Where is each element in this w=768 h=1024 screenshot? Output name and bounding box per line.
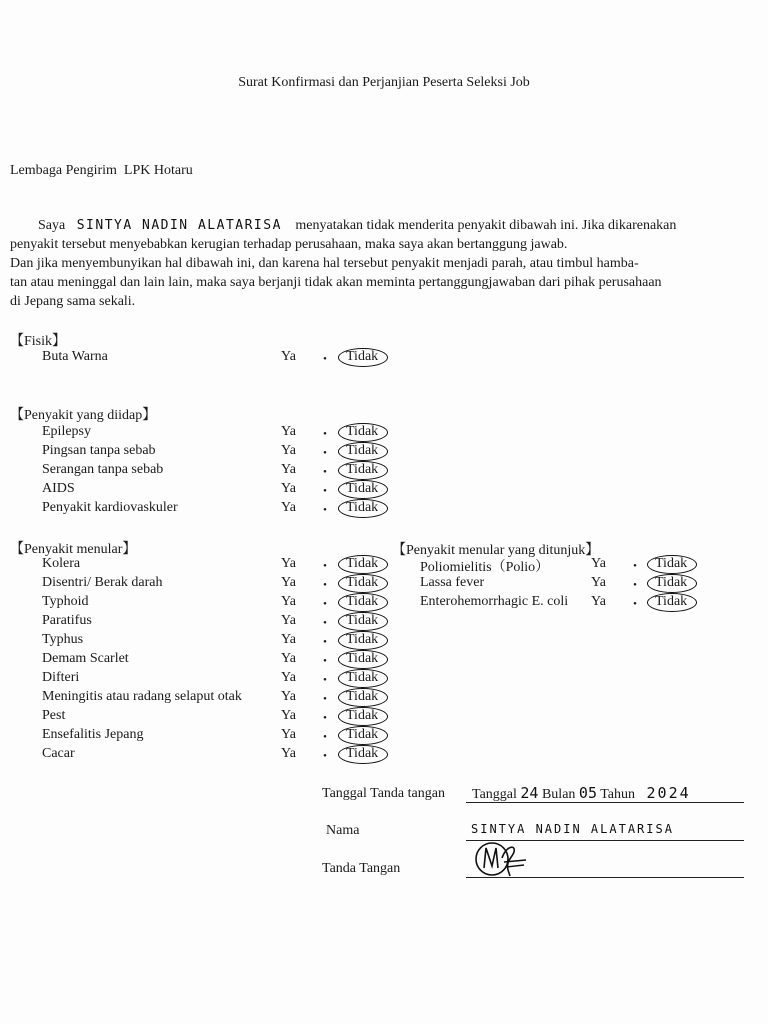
- tidak-circle-mark: [647, 555, 697, 574]
- statement-line-5: di Jepang sama sekali.: [10, 294, 136, 309]
- option-tidak: Tidak: [655, 575, 688, 590]
- disease-name: AIDS: [42, 481, 75, 496]
- option-separator: ・: [318, 731, 332, 746]
- disease-name: Pingsan tanpa sebab: [42, 443, 156, 458]
- option-tidak: Tidak: [346, 462, 379, 477]
- option-separator: ・: [318, 598, 332, 613]
- option-tidak: Tidak: [346, 594, 379, 609]
- tahun-label: Tahun: [600, 787, 636, 802]
- option-separator: ・: [318, 579, 332, 594]
- signature-underline: [466, 877, 744, 878]
- option-ya: Ya: [281, 424, 296, 439]
- option-separator: ・: [628, 560, 642, 575]
- section-title-ditunjuk: 【Penyakit menular yang ditunjuk】: [392, 543, 600, 558]
- section-title-diidap: 【Penyakit yang diidap】: [10, 408, 157, 423]
- tidak-circle-mark: [338, 650, 388, 669]
- option-tidak: Tidak: [346, 689, 379, 704]
- option-separator: ・: [318, 560, 332, 575]
- signature-name-value: SINTYA NADIN ALATARISA: [471, 822, 674, 836]
- option-ya: Ya: [281, 651, 296, 666]
- tidak-circle-mark: [338, 442, 388, 461]
- option-tidak: Tidak: [346, 349, 379, 364]
- option-separator: ・: [318, 693, 332, 708]
- disease-name: Disentri/ Berak darah: [42, 575, 163, 590]
- option-ya: Ya: [591, 594, 606, 609]
- tidak-circle-mark: [338, 480, 388, 499]
- option-tidak: Tidak: [346, 443, 379, 458]
- disease-name: Typhus: [42, 632, 84, 647]
- option-ya: Ya: [281, 708, 296, 723]
- statement-line-3: Dan jika menyembunyikan hal dibawah ini, dan karena hal tersebut penyakit menjadi parah, atau timbul hamba-: [10, 256, 639, 271]
- option-tidak: Tidak: [346, 708, 379, 723]
- option-ya: Ya: [281, 500, 296, 515]
- disease-name: Epilepsy: [42, 424, 91, 439]
- option-tidak: Tidak: [346, 481, 379, 496]
- option-tidak: Tidak: [346, 575, 379, 590]
- tidak-circle-mark: [338, 593, 388, 612]
- option-separator: ・: [318, 636, 332, 651]
- option-separator: ・: [318, 353, 332, 368]
- sender-row: [10, 161, 193, 180]
- disease-name: Ensefalitis Jepang: [42, 727, 144, 742]
- option-tidak: Tidak: [346, 727, 379, 742]
- tidak-circle-mark: [647, 593, 697, 612]
- statement-line-2: penyakit tersebut menyebabkan kerugian terhadap perusahaan, maka saya akan bertanggung jawab.: [10, 237, 568, 252]
- option-ya: Ya: [591, 575, 606, 590]
- option-separator: ・: [628, 579, 642, 594]
- sender-value: LPK Hotaru: [123, 163, 193, 178]
- option-separator: ・: [318, 447, 332, 462]
- option-tidak: Tidak: [655, 556, 688, 571]
- option-tidak: Tidak: [346, 424, 379, 439]
- option-tidak: Tidak: [346, 632, 379, 647]
- tidak-circle-mark: [338, 461, 388, 480]
- disease-name: Lassa fever: [420, 575, 485, 590]
- statement-line-4: tan atau meninggal dan lain lain, maka saya berjanji tidak akan meminta pertanggungjawaban dari pihak perusahaan: [10, 275, 662, 290]
- option-separator: ・: [318, 712, 332, 727]
- option-separator: ・: [318, 504, 332, 519]
- option-tidak: Tidak: [346, 500, 379, 515]
- disease-name: Serangan tanpa sebab: [42, 462, 164, 477]
- option-ya: Ya: [281, 594, 296, 609]
- option-ya: Ya: [281, 349, 296, 364]
- option-ya: Ya: [281, 462, 296, 477]
- option-ya: Ya: [281, 481, 296, 496]
- tidak-circle-mark: [338, 499, 388, 518]
- option-separator: ・: [318, 655, 332, 670]
- date-underline: [466, 802, 744, 803]
- option-tidak: Tidak: [346, 556, 379, 571]
- disease-name: Kolera: [42, 556, 81, 571]
- tidak-circle-mark: [647, 574, 697, 593]
- disease-name: Demam Scarlet: [42, 651, 129, 666]
- disease-name: Pest: [42, 708, 66, 723]
- tidak-circle-mark: [338, 726, 388, 745]
- option-ya: Ya: [281, 746, 296, 761]
- date-year: 2024: [646, 784, 691, 802]
- option-tidak: Tidak: [346, 651, 379, 666]
- tidak-circle-mark: [338, 688, 388, 707]
- date-label: Tanggal Tanda tangan: [322, 786, 445, 801]
- tidak-circle-mark: [338, 574, 388, 593]
- disease-name: Buta Warna: [42, 349, 108, 364]
- option-ya: Ya: [281, 727, 296, 742]
- document-title: Surat Konfirmasi dan Perjanjian Peserta Seleksi Job: [238, 75, 530, 90]
- tidak-circle-mark: [338, 423, 388, 442]
- option-tidak: Tidak: [346, 670, 379, 685]
- option-separator: ・: [318, 428, 332, 443]
- statement-prefix: Saya: [38, 218, 66, 233]
- tidak-circle-mark: [338, 612, 388, 631]
- handwritten-signature: [472, 838, 532, 880]
- option-ya: Ya: [281, 443, 296, 458]
- option-separator: ・: [318, 466, 332, 481]
- disease-name: Typhoid: [42, 594, 89, 609]
- option-separator: ・: [318, 617, 332, 632]
- option-separator: ・: [318, 485, 332, 500]
- date-field: [472, 784, 691, 804]
- disease-name: Cacar: [42, 746, 75, 761]
- date-day: 24: [520, 784, 539, 802]
- disease-name: Penyakit kardiovaskuler: [42, 500, 178, 515]
- tanggal-label: Tanggal: [472, 787, 517, 802]
- option-separator: ・: [628, 598, 642, 613]
- tidak-circle-mark: [338, 555, 388, 574]
- option-ya: Ya: [281, 689, 296, 704]
- tidak-circle-mark: [338, 631, 388, 650]
- sender-label: Lembaga Pengirim: [10, 163, 117, 178]
- date-month: 05: [578, 784, 597, 802]
- tidak-circle-mark: [338, 669, 388, 688]
- option-ya: Ya: [281, 575, 296, 590]
- disease-name: Difteri: [42, 670, 80, 685]
- statement-line-1: [38, 216, 676, 235]
- handwritten-name: SINTYA NADIN ALATARISA: [76, 218, 282, 233]
- sign-label: Tanda Tangan: [322, 861, 401, 876]
- name-label: Nama: [326, 823, 360, 838]
- disease-name: Meningitis atau radang selaput otak: [42, 689, 242, 704]
- bulan-label: Bulan: [541, 787, 576, 802]
- tidak-circle-mark: [338, 745, 388, 764]
- section-title-fisik: 【Fisik】: [10, 334, 67, 349]
- disease-name: Paratifus: [42, 613, 92, 628]
- option-tidak: Tidak: [346, 746, 379, 761]
- option-separator: ・: [318, 750, 332, 765]
- option-ya: Ya: [281, 613, 296, 628]
- statement-line1-rest: menyatakan tidak menderita penyakit dibawah ini. Jika dikarenakan: [295, 218, 677, 233]
- option-ya: Ya: [591, 556, 606, 571]
- option-tidak: Tidak: [655, 594, 688, 609]
- tidak-circle-mark: [338, 707, 388, 726]
- option-ya: Ya: [281, 670, 296, 685]
- option-tidak: Tidak: [346, 613, 379, 628]
- disease-name: Poliomielitis（Polio）: [420, 560, 550, 575]
- option-ya: Ya: [281, 556, 296, 571]
- option-ya: Ya: [281, 632, 296, 647]
- disease-name: Enterohemorrhagic E. coli: [420, 594, 569, 609]
- section-title-menular: 【Penyakit menular】: [10, 542, 137, 557]
- tidak-circle-mark: [338, 348, 388, 367]
- option-separator: ・: [318, 674, 332, 689]
